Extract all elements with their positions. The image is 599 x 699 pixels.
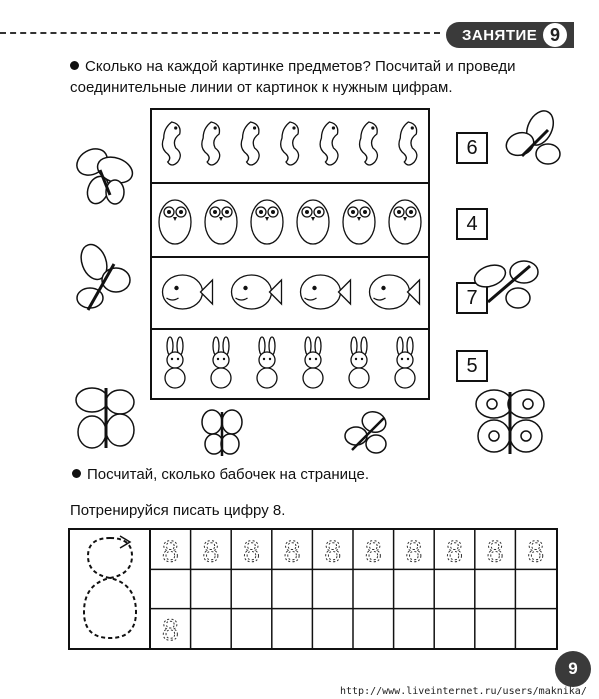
practice-grid (68, 528, 558, 650)
seahorse-icon (320, 122, 338, 165)
watermark: http://www.liveinternet.ru/users/maknika/ (340, 686, 587, 697)
number-box-3: 7 (456, 282, 488, 314)
header-rule (0, 32, 440, 34)
fish-icon (370, 275, 420, 309)
fish-icon (232, 275, 282, 309)
lesson-badge (446, 22, 574, 48)
butterfly-icon (500, 106, 570, 176)
trace-digit: 8 (486, 535, 504, 569)
trace-digit: 8 (446, 535, 463, 569)
butterfly-icon (340, 406, 394, 462)
butterfly-icon (468, 252, 546, 318)
trace-eight-large (84, 538, 136, 638)
seahorse-icon (162, 122, 180, 165)
number-box-1: 6 (456, 132, 488, 164)
lesson-number: 9 (543, 23, 567, 47)
bunny-icon (349, 337, 369, 388)
practice-art (70, 530, 556, 648)
seahorse-icon (399, 122, 417, 165)
page-number: 9 (555, 651, 591, 687)
bullet-icon (72, 469, 81, 478)
task-2-text: Посчитай, сколько бабочек на странице. (87, 466, 369, 483)
trace-digit: 8 (161, 614, 179, 647)
number-box-4: 5 (456, 350, 488, 382)
task-2 (72, 464, 532, 485)
owl-icon (251, 200, 283, 244)
butterfly-icon (468, 382, 552, 460)
trace-digit: 8 (202, 535, 220, 569)
bunny-icon (303, 337, 323, 388)
trace-digit: 8 (283, 535, 301, 569)
owl-icon (159, 200, 191, 244)
bunny-icon (395, 337, 415, 388)
trace-digit: 8 (161, 535, 179, 569)
butterfly-icon (70, 140, 140, 210)
butterfly-icon (196, 404, 248, 462)
trace-digit: 8 (243, 535, 260, 569)
bunny-icon (165, 337, 185, 388)
task-1-text: Сколько на каждой картинке предметов? Посчитай и проведи соединительные линии от картинок к нужным цифрам. (70, 58, 516, 96)
owl-icon (343, 200, 375, 244)
counting-grid (150, 108, 430, 400)
trace-digit: 8 (324, 535, 342, 569)
owl-icon (297, 200, 329, 244)
seahorse-icon (241, 122, 259, 165)
task-3-text: Потренируйся писать цифру 8. (70, 502, 286, 519)
bunny-icon (257, 337, 277, 388)
seahorse-icon (281, 122, 299, 165)
number-box-2: 4 (456, 208, 488, 240)
grid-art (152, 110, 428, 398)
bunny-icon (211, 337, 231, 388)
butterfly-icon (70, 378, 144, 458)
trace-digit: 8 (364, 535, 382, 569)
owl-icon (205, 200, 237, 244)
owl-icon (389, 200, 421, 244)
bullet-icon (70, 61, 79, 70)
seahorse-icon (360, 122, 378, 165)
task-1 (70, 56, 570, 98)
seahorse-icon (202, 122, 220, 165)
butterfly-icon (68, 240, 138, 320)
fish-icon (163, 275, 213, 309)
lesson-label: ЗАНЯТИЕ (462, 26, 538, 44)
fish-icon (301, 275, 351, 309)
trace-digit: 8 (527, 535, 545, 569)
trace-digit: 8 (405, 535, 423, 569)
